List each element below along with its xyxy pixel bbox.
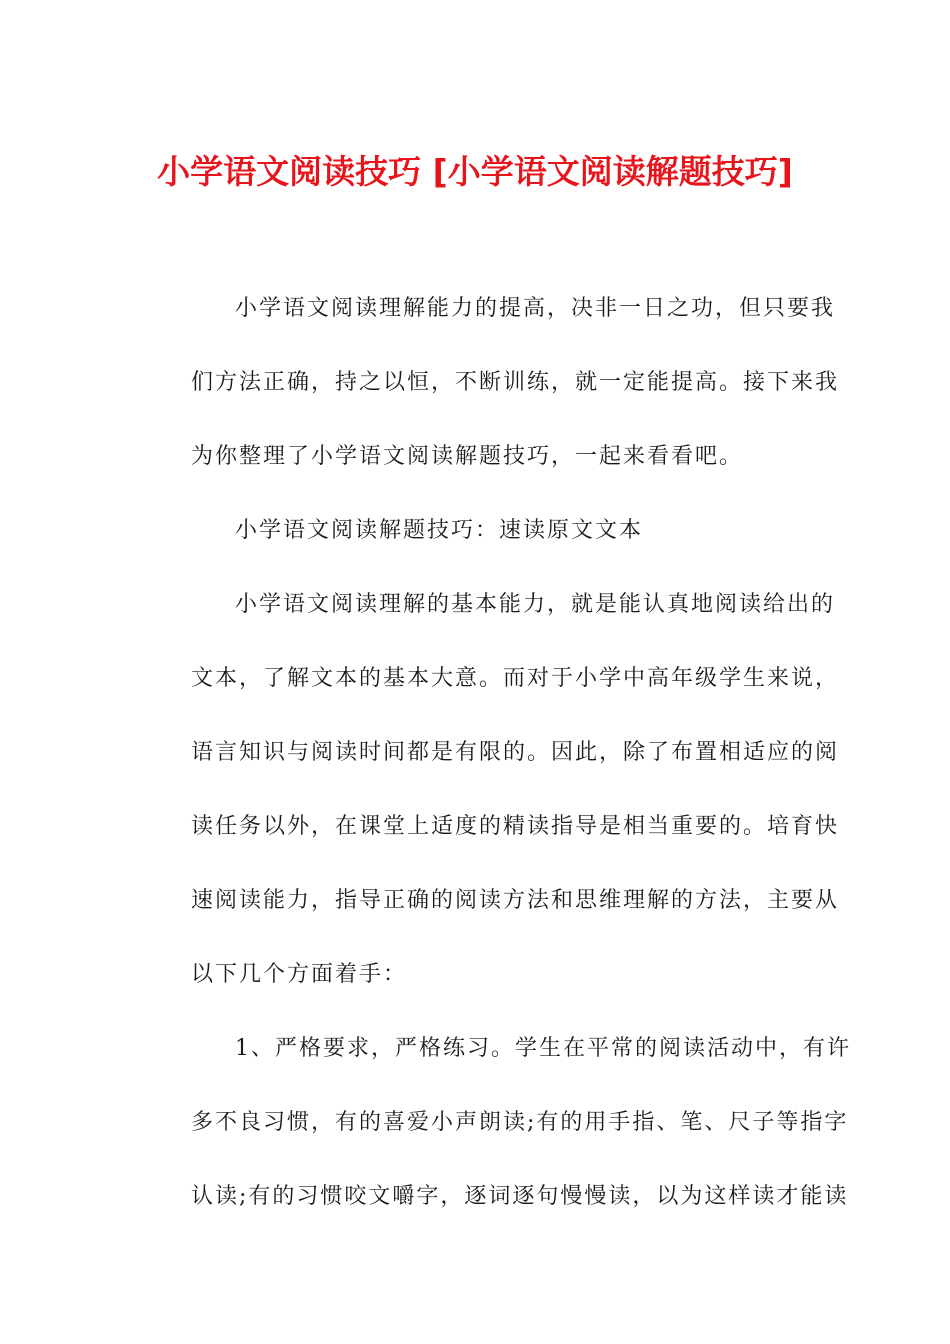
paragraph-intro <box>147 272 840 494</box>
document-title: 小学语文阅读技巧 [小学语文阅读解题技巧] <box>157 152 793 191</box>
text-line: 速阅读能力，指导正确的阅读方法和思维理解的方法，主要从 <box>191 888 840 913</box>
text-line: 小学语文阅读解题技巧：速读原文文本 <box>235 518 644 543</box>
text-line: 们方法正确，持之以恒，不断训练，就一定能提高。接下来我 <box>191 370 840 395</box>
text-line: 读任务以外，在课堂上适度的精读指导是相当重要的。培育快 <box>191 814 840 839</box>
text-line: 语言知识与阅读时间都是有限的。因此，除了布置相适应的阅 <box>191 740 840 765</box>
text-line: 文本，了解文本的基本大意。而对于小学中高年级学生来说， <box>191 666 840 691</box>
text-line: 1、严格要求，严格练习。学生在平常的阅读活动中，有许 <box>235 1036 851 1061</box>
text-line: 以下几个方面着手： <box>191 962 408 987</box>
text-line: 小学语文阅读理解的基本能力，就是能认真地阅读给出的 <box>235 592 836 617</box>
text-line: 认读;有的习惯咬文嚼字，逐词逐句慢慢读，以为这样读才能读 <box>191 1184 849 1209</box>
text-line: 多不良习惯，有的喜爱小声朗读;有的用手指、笔、尺子等指字 <box>191 1110 849 1135</box>
paragraph-basic-ability <box>147 568 840 1012</box>
text-line: 小学语文阅读理解能力的提高，决非一日之功，但只要我 <box>235 296 836 321</box>
document-body <box>147 272 851 1234</box>
paragraph-point-1 <box>147 1012 851 1234</box>
text-line: 为你整理了小学语文阅读解题技巧，一起来看看吧。 <box>191 444 744 469</box>
section-heading <box>147 494 807 568</box>
